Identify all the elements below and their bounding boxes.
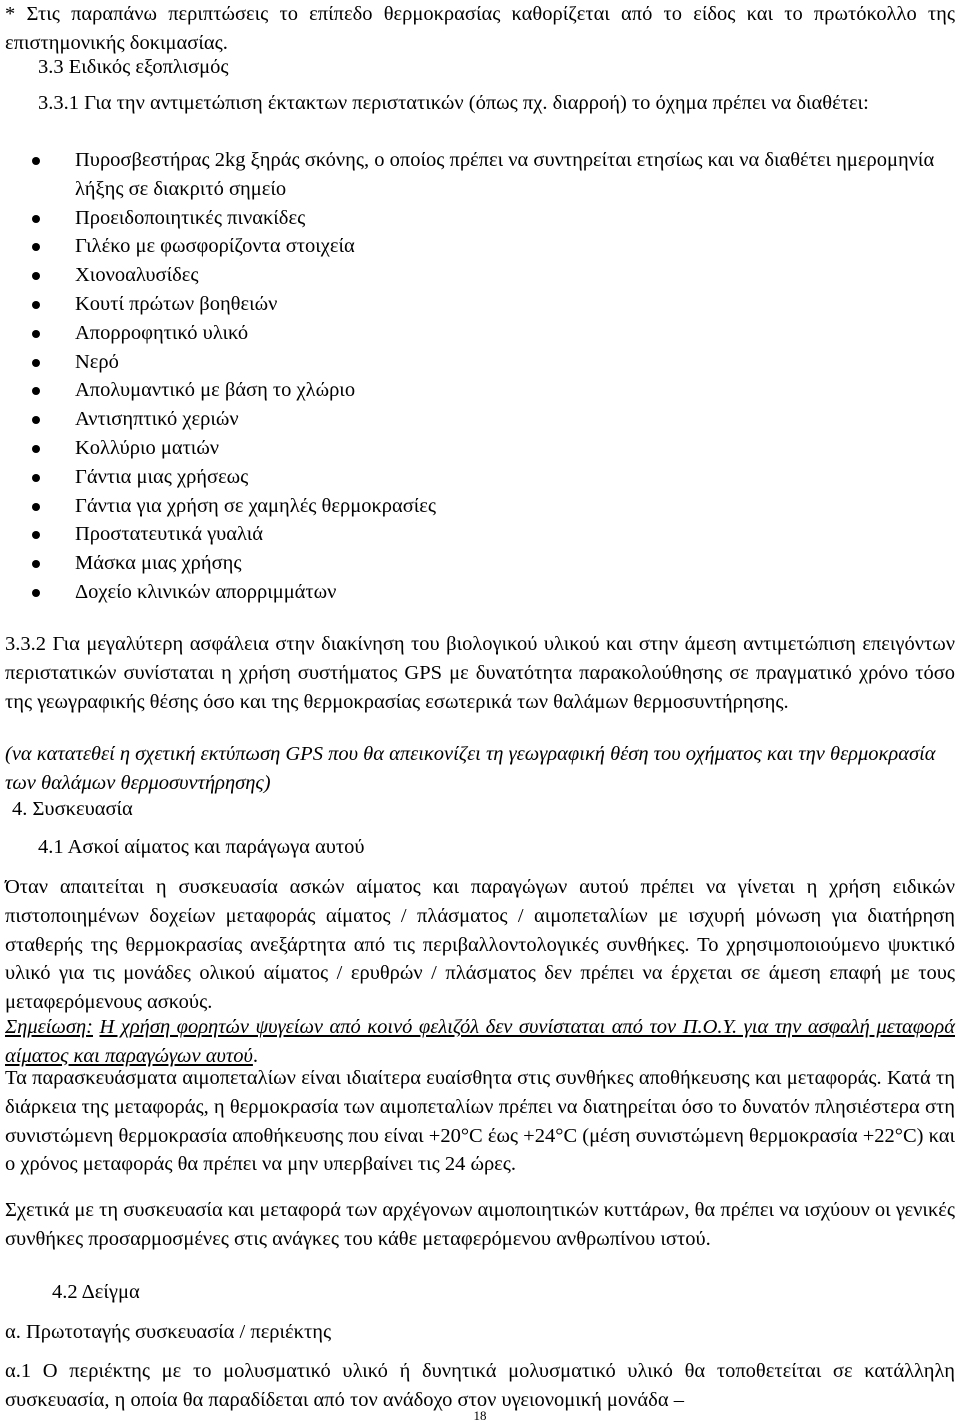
bullet-icon xyxy=(32,503,40,511)
bullet-icon xyxy=(32,445,40,453)
list-item: Κουτί πρώτων βοηθειών xyxy=(5,290,955,319)
bullet-icon xyxy=(32,272,40,280)
list-item: Γάντια μιας χρήσεως xyxy=(5,463,955,492)
list-item: Πυροσβεστήρας 2kg ξηράς σκόνης, ο οποίος πρέπει να συντηρείται ετησίως και να διαθέτει ημερομηνία λήξης σε διακριτό σημείο xyxy=(5,146,955,204)
paragraph-a1: α.1 Ο περιέκτης με το μολυσματικό υλικό ή δυνητικά μολυσματικό υλικό θα τοποθετείται σε κατάλληλη συσκευασία, η οποία θα παραδίδεται από τον ανάδοχο στον υγειονομική μονάδα – xyxy=(5,1360,955,1411)
bullet-icon xyxy=(32,243,40,251)
bullet-icon xyxy=(32,359,40,367)
note-label: Σημείωση: xyxy=(5,1016,93,1038)
note-end: . xyxy=(252,1044,259,1067)
intro-paragraph: * Στις παραπάνω περιπτώσεις το επίπεδο θερμοκρασίας καθορίζεται από το είδος και το πρωτόκολλο της επιστημονικής δοκιμασίας. xyxy=(5,3,955,54)
paragraph-3-3-1 xyxy=(38,89,955,118)
equipment-list xyxy=(5,146,955,607)
bullet-icon xyxy=(32,416,40,424)
bullet-icon xyxy=(32,301,40,309)
list-item: Αντισηπτικό χεριών xyxy=(5,405,955,434)
bullet-icon xyxy=(32,531,40,539)
list-item: Προστατευτικά γυαλιά xyxy=(5,520,955,549)
list-item: Γιλέκο με φωσφορίζοντα στοιχεία xyxy=(5,232,955,261)
paragraph-packaging: Όταν απαιτείται η συσκευασία ασκών αίματος και παραγώγων αυτού πρέπει να γίνεται η χρήση ειδικών πιστοποιημένων δοχείων μεταφοράς αίματος / πλάσματος / αιμοπεταλίων με ισχυρή μόνωση για διατήρηση σταθερής της θερμοκρασίας ανεξάρτητα από τις περιβαλλοντολογικές συνθήκες. Το χρησιμοποιούμενο ψυκτικό υλικό για τις μονάδες ολικού αίματος / ερυθρών / πλάσματος δεν πρέπει να έρχεται σε άμεση επαφή με τους μεταφερόμενους ασκούς. xyxy=(5,876,955,1014)
bullet-icon xyxy=(32,589,40,597)
page-number: 18 xyxy=(473,1408,487,1423)
bullet-icon xyxy=(32,215,40,223)
bullet-icon xyxy=(32,560,40,568)
list-item: Χιονοαλυσίδες xyxy=(5,261,955,290)
list-item: Νερό xyxy=(5,348,955,377)
list-item: Δοχείο κλινικών απορριμμάτων xyxy=(5,578,955,607)
list-item: Προειδοποιητικές πινακίδες xyxy=(5,204,955,233)
heading-3-3: 3.3 Ειδικός εξοπλισμός xyxy=(38,56,229,78)
note-paragraph xyxy=(5,1013,955,1071)
list-item: Γάντια για χρήση σε χαμηλές θερμοκρασίες xyxy=(5,492,955,521)
paragraph-platelets: Τα παρασκευάσματα αιμοπεταλίων είναι ιδιαίτερα ευαίσθητα στις συνθήκες αποθήκευσης και μεταφοράς. Κατά τη διάρκεια της μεταφοράς, η θερμοκρασία των αιμοπεταλίων πρέπει να διατηρείται όσο το δυνατόν πλησιέστερα στη συνιστώμενη θερμοκρασία αποθήκευσης που είναι +20°C έως +24°C (μέση συνιστώμενη θερμοκρασία +22°C) και ο χρόνος μεταφοράς θα πρέπει να μην υπερβαίνει τις 24 ώρες. xyxy=(5,1067,955,1176)
heading-4-1: 4.1 Ασκοί αίματος και παράγωγα αυτού xyxy=(38,836,365,858)
heading-4-2: 4.2 Δείγμα xyxy=(52,1281,140,1303)
list-item: Απορροφητικό υλικό xyxy=(5,319,955,348)
paragraph-3-3-2: 3.3.2 Για μεγαλύτερη ασφάλεια στην διακίνηση του βιολογικού υλικού και στην άμεση αντιμετώπιση επειγόντων περιστατικών συνίσταται η χρήση συστήματος GPS με δυνατότητα παρακολούθησης σε πραγματικό χρόνο τόσο της γεωγραφικής θέσης όσο και της θερμοκρασίας εσωτερικά των θαλάμων θερμοσυντήρησης. xyxy=(5,633,955,713)
bullet-icon xyxy=(32,330,40,338)
list-item: Μάσκα μιας χρήσης xyxy=(5,549,955,578)
paragraph-tissue: Σχετικά με τη συσκευασία και μεταφορά των αρχέγονων αιμοποιητικών κυττάρων, θα πρέπει να ισχύουν οι γενικές συνθήκες προσαρμοσμένες στις ανάγκες του κάθε μεταφερόμενου ανθρωπίνου ιστού. xyxy=(5,1199,955,1250)
list-item: Κολλύριο ματιών xyxy=(5,434,955,463)
bullet-icon xyxy=(32,474,40,482)
gps-note: (να κατατεθεί η σχετική εκτύπωση GPS που θα απεικονίζει τη γεωγραφική θέση του οχήματος και την θερμοκρασία των θαλάμων θερμοσυντήρησης) xyxy=(5,743,936,794)
heading-4: 4. Συσκευασία xyxy=(12,798,133,820)
bullet-icon xyxy=(32,387,40,395)
list-item: Απολυμαντικό με βάση το χλώριο xyxy=(5,376,955,405)
heading-a: α. Πρωτοταγής συσκευασία / περιέκτης xyxy=(5,1321,332,1343)
bullet-icon xyxy=(32,157,40,165)
paragraph-3-3-1-text: 3.3.1 Για την αντιμετώπιση έκτακτων περιστατικών (όπως πχ. διαρροή) το όχημα πρέπει να διαθέτει: xyxy=(38,92,869,114)
note-text: Η χρήση φορητών ψυγείων από κοινό φελιζόλ δεν συνίσταται από τον Π.Ο.Υ. για την ασφαλή μεταφορά αίματος και παραγώγων αυτού xyxy=(5,1016,955,1067)
